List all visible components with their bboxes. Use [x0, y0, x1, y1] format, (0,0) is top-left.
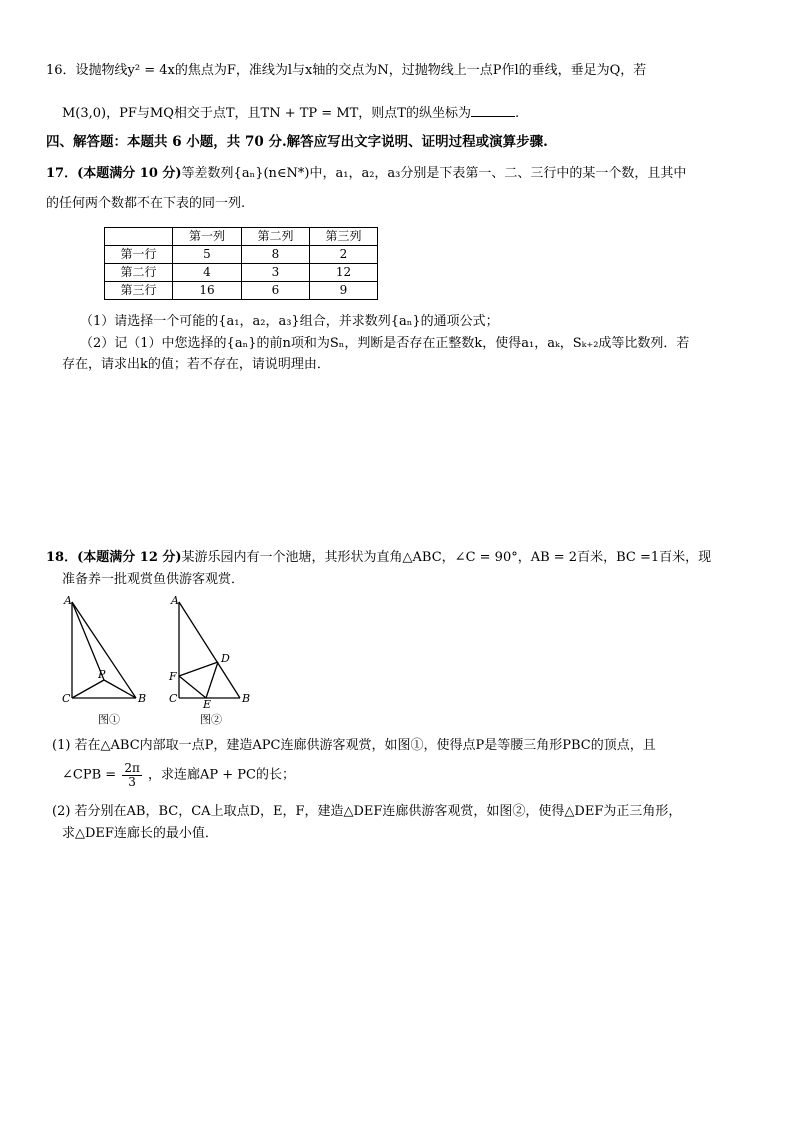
q17-part2-line1: （2）记（1）中您选择的{aₙ}的前n项和为Sₙ，判断是否存在正整数k，使得a₁，aₖ，Sₖ₊₂成等比数列．若	[80, 336, 690, 351]
q18-line1	[46, 549, 711, 567]
q18-part1-rest: ，求连廊AP + PC的长；	[147, 767, 295, 783]
table-row	[105, 282, 378, 300]
table-header-cell: 第一列	[173, 228, 242, 246]
label-c: C	[62, 692, 71, 705]
q18-head: 18．(本题满分 12 分)	[46, 550, 182, 565]
table-cell: 第二行	[105, 264, 173, 282]
q18-part1-line2	[62, 762, 295, 792]
label-f: F	[169, 670, 177, 683]
table-cell: 5	[173, 246, 242, 264]
q17-head: 17．(本题满分 10 分)	[46, 166, 182, 181]
table-cell: 3	[242, 264, 310, 282]
label-b: B	[138, 692, 147, 705]
q18-line1-rest: 某游乐园内有一个池塘，其形状为直角△ABC，∠C = 90°，AB = 2百米，BC =1百米，现	[181, 550, 712, 565]
section-heading: 四、解答题：本题共 6 小题，共 70 分.解答应写出文字说明、证明过程或演算步骤.	[46, 134, 548, 150]
q18-part2-line1: (2) 若分别在AB，BC，CA上取点D，E，F，建造△DEF连廊供游客观赏，如图②，使得△DEF为正三角形，	[52, 804, 682, 819]
table-cell: 12	[310, 264, 378, 282]
table-cell: 16	[173, 282, 242, 300]
table-header-cell	[105, 228, 173, 246]
q17-line1-rest: 等差数列{aₙ}(n∈N*)中，a₁，a₂，a₃分别是下表第一、二、三行中的某一个数，且其中	[181, 166, 687, 181]
answer-blank	[471, 104, 515, 117]
q17-part2-line2: 存在，请求出k的值；若不存在，请说明理由．	[62, 357, 330, 372]
q16-line2-end: .	[514, 106, 520, 121]
table-cell: 第三行	[105, 282, 173, 300]
q16-line2	[62, 104, 519, 123]
figure-2-triangle-def	[162, 592, 262, 708]
label-a: A	[64, 594, 72, 607]
table-cell: 4	[173, 264, 242, 282]
q18-part1-line1: (1) 若在△ABC内部取一点P，建造APC连廊供游客观赏，如图①，使得点P是等腰三角形PBC的顶点，且	[52, 738, 656, 753]
fraction	[122, 762, 142, 789]
table-cell: 第一行	[105, 246, 173, 264]
fraction-denominator: 3	[128, 775, 136, 789]
label-d: D	[221, 652, 230, 665]
label-p: P	[98, 668, 106, 681]
fraction-numerator: 2π	[124, 761, 140, 775]
q16-line1: 16．设抛物线y² = 4x的焦点为F，准线为l与x轴的交点为N，过抛物线上一点P作l的垂线，垂足为Q，若	[46, 63, 647, 78]
q18-part2-line2: 求△DEF连廊长的最小值．	[62, 826, 218, 841]
q17-line2: 的任何两个数都不在下表的同一列.	[46, 196, 246, 211]
q18-angle: ∠CPB =	[62, 767, 117, 783]
table-row	[105, 246, 378, 264]
table-row	[105, 264, 378, 282]
table-header-row	[105, 228, 378, 246]
q17-table	[104, 227, 378, 300]
q16-line2-text: M(3,0)，PF与MQ相交于点T，且TN + TP = MT，则点T的纵坐标为	[62, 106, 471, 121]
figure-2-caption: 图②	[200, 713, 222, 726]
figure-1-caption: 图①	[98, 713, 120, 726]
table-cell: 2	[310, 246, 378, 264]
figure-1-triangle-apc	[58, 592, 158, 708]
q17-part1: （1）请选择一个可能的{a₁，a₂，a₃}组合，并求数列{aₙ}的通项公式；	[80, 314, 499, 329]
table-cell: 8	[242, 246, 310, 264]
label-e: E	[203, 698, 212, 708]
label-b: B	[242, 692, 251, 705]
table-cell: 6	[242, 282, 310, 300]
table-header-cell: 第三列	[310, 228, 378, 246]
table-cell: 9	[310, 282, 378, 300]
q17-line1	[46, 165, 686, 183]
q18-line2: 准备养一批观赏鱼供游客观赏．	[62, 572, 245, 587]
label-a: A	[171, 594, 179, 607]
label-c: C	[169, 692, 178, 705]
table-header-cell: 第二列	[242, 228, 310, 246]
